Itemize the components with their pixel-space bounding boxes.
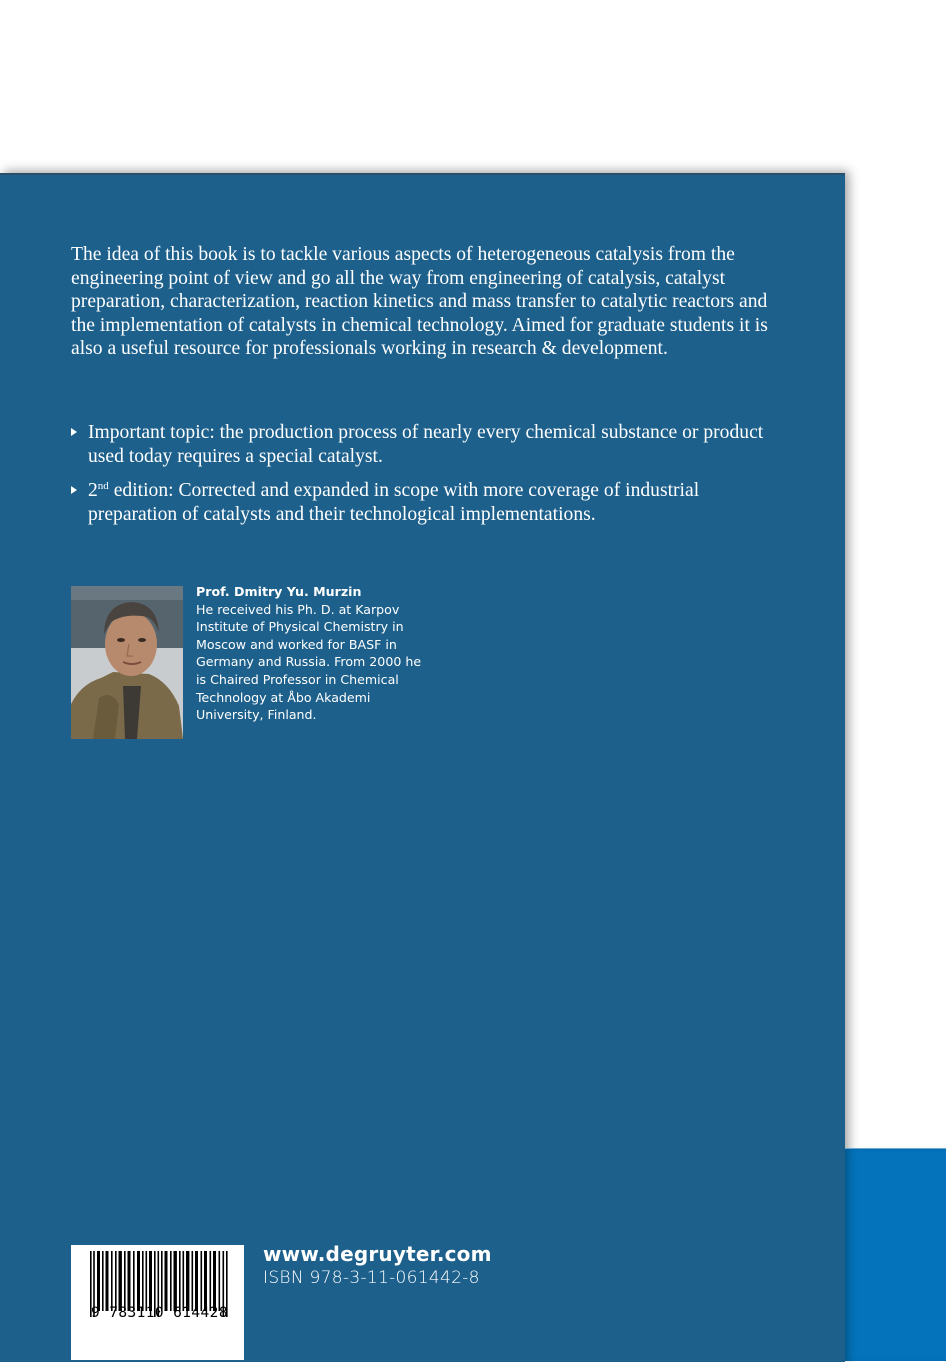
triangle-bullet-icon <box>71 428 77 436</box>
triangle-bullet-icon <box>71 486 77 494</box>
author-bio-block <box>196 583 426 724</box>
author-name: Prof. Dmitry Yu. Murzin <box>196 584 362 599</box>
isbn-barcode <box>71 1245 244 1360</box>
feature-list <box>71 421 781 537</box>
author-photo <box>71 586 183 739</box>
author-bio: He received his Ph. D. at Karpov Institute of Physical Chemistry in Moscow and worked for BASF in Germany and Russia. From 2000 he is Chaired Professor in Chemical Technology at Åbo Akademi University, Finland. <box>196 601 422 723</box>
book-description: The idea of this book is to tackle various aspects of heterogeneous catalysis from the engineering point of view and go all the way from engineering of catalysis, catalyst preparation, characterization, reaction kinetics and mass transfer to catalytic reactors and the implementation of catalysts in chemical technology. Aimed for graduate students it is also a useful resource for professionals working in research & development. <box>71 244 768 360</box>
edition-suffix: nd <box>97 480 109 493</box>
feature-text: Important topic: the production process of nearly every chemical substance or product used today requires a special catalyst. <box>88 422 764 467</box>
author-portrait-icon <box>71 586 183 739</box>
edition-number: 2 <box>88 480 98 502</box>
feature-text: edition: Corrected and expanded in scope with more coverage of industrial preparation of catalysts and their technological implementations. <box>88 480 700 525</box>
isbn-number: ISBN 978-3-11-061442-8 <box>263 1268 480 1288</box>
feature-item <box>71 479 781 526</box>
publisher-website[interactable]: www.degruyter.com <box>263 1242 492 1266</box>
accent-panel <box>845 1148 946 1361</box>
barcode-number: 9 783110 614428 <box>91 1305 228 1321</box>
feature-item <box>71 421 781 468</box>
